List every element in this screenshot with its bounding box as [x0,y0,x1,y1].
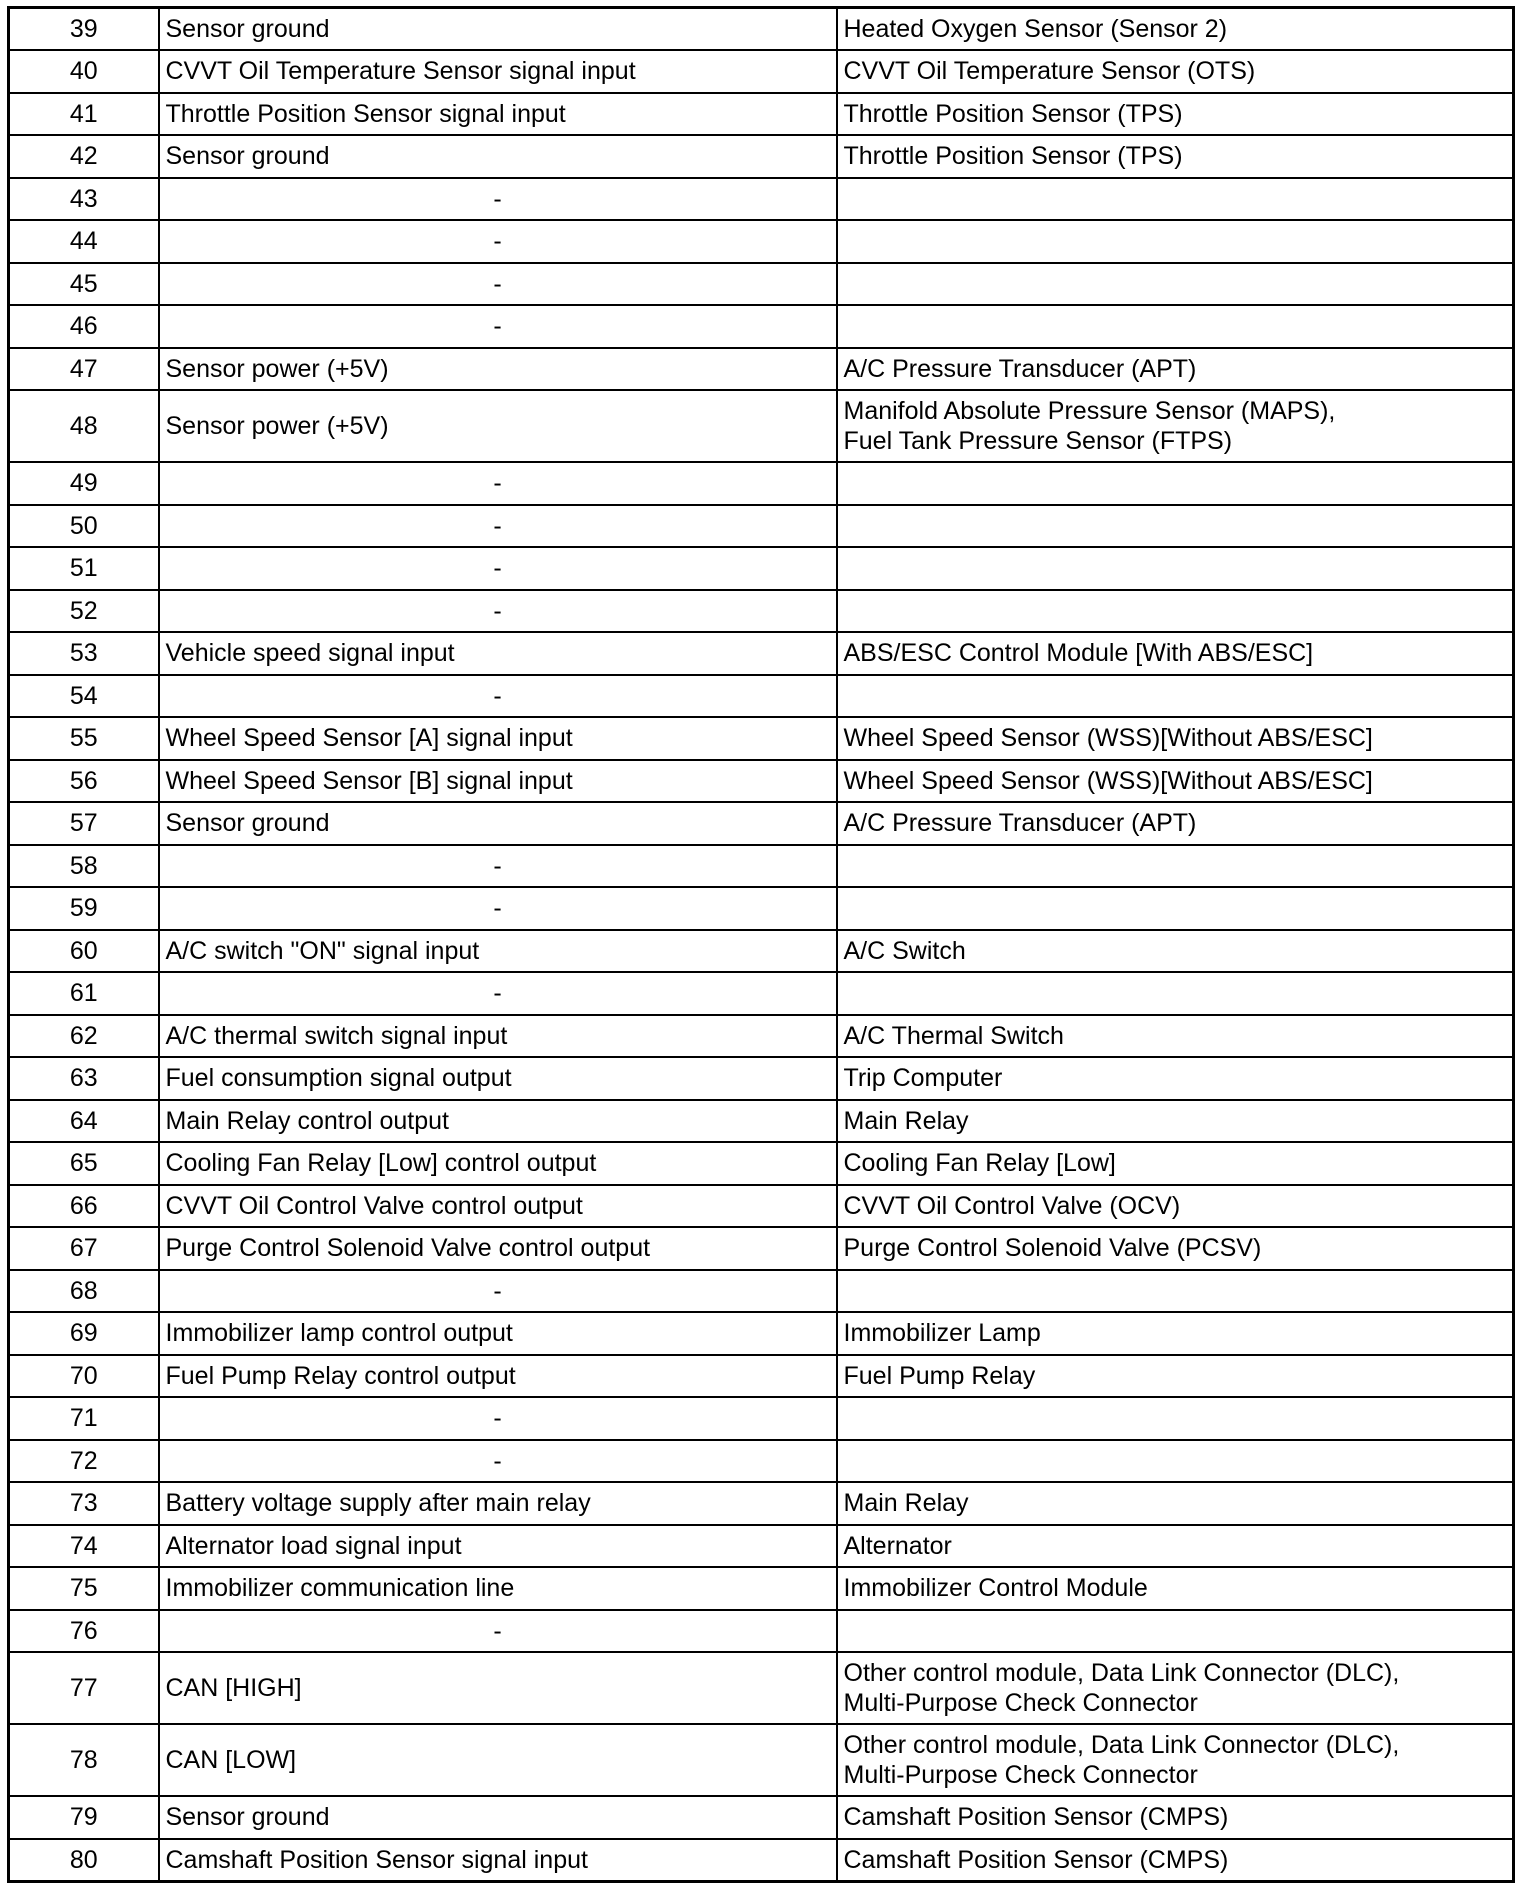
connected-to-cell [837,675,1514,718]
pin-number-cell: 43 [9,178,159,221]
pin-description-cell: - [159,220,837,263]
table-row [9,1312,1514,1355]
pin-number-cell: 39 [9,8,159,51]
pin-number-cell: 58 [9,845,159,888]
pin-number-cell: 73 [9,1482,159,1525]
pin-description-cell: Fuel Pump Relay control output [159,1355,837,1398]
connected-to-cell: Other control module, Data Link Connector (DLC), Multi-Purpose Check Connector [837,1652,1514,1724]
pin-number-cell: 70 [9,1355,159,1398]
table-row [9,972,1514,1015]
pin-number-cell: 55 [9,717,159,760]
connected-to-cell: CVVT Oil Temperature Sensor (OTS) [837,50,1514,93]
connected-to-cell [837,845,1514,888]
table-row [9,220,1514,263]
pin-number-cell: 42 [9,135,159,178]
table-row [9,8,1514,51]
pin-number-cell: 41 [9,93,159,136]
pin-description-cell: - [159,590,837,633]
table-row [9,1397,1514,1440]
pin-description-cell: - [159,1610,837,1653]
pin-number-cell: 67 [9,1227,159,1270]
table-row [9,462,1514,505]
connected-to-cell [837,305,1514,348]
pin-description-cell: Camshaft Position Sensor signal input [159,1839,837,1882]
connected-to-cell [837,547,1514,590]
connected-to-cell [837,462,1514,505]
connected-to-cell: Immobilizer Control Module [837,1567,1514,1610]
pin-description-cell: Wheel Speed Sensor [B] signal input [159,760,837,803]
connected-to-cell [837,505,1514,548]
table-row [9,887,1514,930]
pin-number-cell: 62 [9,1015,159,1058]
pin-number-cell: 76 [9,1610,159,1653]
connected-to-cell: Trip Computer [837,1057,1514,1100]
table-row [9,717,1514,760]
table-row [9,1796,1514,1839]
table-row [9,547,1514,590]
pin-number-cell: 65 [9,1142,159,1185]
connected-to-cell [837,178,1514,221]
table-row [9,632,1514,675]
table-row [9,348,1514,391]
table-row [9,760,1514,803]
pin-description-cell: Cooling Fan Relay [Low] control output [159,1142,837,1185]
table-row [9,1440,1514,1483]
connected-to-cell: Immobilizer Lamp [837,1312,1514,1355]
pin-description-cell: - [159,675,837,718]
table-row [9,1355,1514,1398]
connected-to-cell [837,972,1514,1015]
table-row [9,1567,1514,1610]
pin-number-cell: 63 [9,1057,159,1100]
connected-to-cell: A/C Pressure Transducer (APT) [837,348,1514,391]
pin-number-cell: 69 [9,1312,159,1355]
table-row [9,1185,1514,1228]
connected-to-cell: Wheel Speed Sensor (WSS)[Without ABS/ESC] [837,717,1514,760]
table-row [9,178,1514,221]
table-row [9,1270,1514,1313]
pin-number-cell: 47 [9,348,159,391]
table-row [9,1839,1514,1882]
pin-description-cell: CVVT Oil Temperature Sensor signal input [159,50,837,93]
pin-description-cell: Purge Control Solenoid Valve control output [159,1227,837,1270]
pin-number-cell: 56 [9,760,159,803]
pin-description-cell: A/C switch "ON" signal input [159,930,837,973]
pin-description-cell: - [159,505,837,548]
pin-number-cell: 79 [9,1796,159,1839]
connected-to-cell [837,1440,1514,1483]
pin-number-cell: 71 [9,1397,159,1440]
connected-to-cell [837,1270,1514,1313]
pin-description-cell: A/C thermal switch signal input [159,1015,837,1058]
table-row [9,135,1514,178]
pin-description-cell: CAN [HIGH] [159,1652,837,1724]
table-row [9,1015,1514,1058]
pin-number-cell: 74 [9,1525,159,1568]
pin-number-cell: 53 [9,632,159,675]
connected-to-cell: Fuel Pump Relay [837,1355,1514,1398]
pin-number-cell: 77 [9,1652,159,1724]
pin-number-cell: 78 [9,1724,159,1796]
pin-description-cell: Sensor ground [159,802,837,845]
table-row [9,390,1514,462]
pin-description-cell: Sensor power (+5V) [159,390,837,462]
connected-to-cell: Camshaft Position Sensor (CMPS) [837,1796,1514,1839]
connected-to-cell: A/C Pressure Transducer (APT) [837,802,1514,845]
connected-to-cell: Throttle Position Sensor (TPS) [837,135,1514,178]
pin-number-cell: 51 [9,547,159,590]
connected-to-cell: Main Relay [837,1100,1514,1143]
pin-description-cell: Fuel consumption signal output [159,1057,837,1100]
table-row [9,1724,1514,1796]
pin-number-cell: 68 [9,1270,159,1313]
pin-description-cell: - [159,1270,837,1313]
table-row [9,590,1514,633]
table-row [9,930,1514,973]
pin-description-cell: Immobilizer lamp control output [159,1312,837,1355]
pin-description-cell: - [159,263,837,306]
connected-to-cell: Alternator [837,1525,1514,1568]
table-row [9,263,1514,306]
pin-description-cell: CAN [LOW] [159,1724,837,1796]
pin-number-cell: 50 [9,505,159,548]
pin-description-cell: Sensor ground [159,135,837,178]
pin-description-cell: - [159,972,837,1015]
pin-description-cell: Sensor power (+5V) [159,348,837,391]
pin-number-cell: 60 [9,930,159,973]
table-row [9,1610,1514,1653]
connected-to-cell [837,220,1514,263]
pin-number-cell: 80 [9,1839,159,1882]
table-row [9,1482,1514,1525]
connected-to-cell: Main Relay [837,1482,1514,1525]
table-row [9,93,1514,136]
pin-number-cell: 61 [9,972,159,1015]
table-row [9,1652,1514,1724]
pin-number-cell: 66 [9,1185,159,1228]
connected-to-cell: Wheel Speed Sensor (WSS)[Without ABS/ESC] [837,760,1514,803]
pin-number-cell: 72 [9,1440,159,1483]
connected-to-cell: Manifold Absolute Pressure Sensor (MAPS), Fuel Tank Pressure Sensor (FTPS) [837,390,1514,462]
pin-description-cell: - [159,887,837,930]
table-row [9,845,1514,888]
table-row [9,1227,1514,1270]
pin-description-cell: - [159,1440,837,1483]
pin-number-cell: 54 [9,675,159,718]
pin-number-cell: 52 [9,590,159,633]
pin-description-cell: Main Relay control output [159,1100,837,1143]
connected-to-cell [837,887,1514,930]
connected-to-cell [837,590,1514,633]
pin-description-cell: Sensor ground [159,1796,837,1839]
pin-number-cell: 57 [9,802,159,845]
pin-description-cell: Battery voltage supply after main relay [159,1482,837,1525]
connected-to-cell: Purge Control Solenoid Valve (PCSV) [837,1227,1514,1270]
table-row [9,1525,1514,1568]
pin-description-cell: Immobilizer communication line [159,1567,837,1610]
table-row [9,1100,1514,1143]
connected-to-cell: CVVT Oil Control Valve (OCV) [837,1185,1514,1228]
pin-description-cell: - [159,1397,837,1440]
connected-to-cell [837,1610,1514,1653]
pin-description-cell: - [159,462,837,505]
connected-to-cell: Camshaft Position Sensor (CMPS) [837,1839,1514,1882]
pin-number-cell: 59 [9,887,159,930]
pin-table-body [9,8,1514,1882]
pin-description-cell: - [159,547,837,590]
table-row [9,1142,1514,1185]
connected-to-cell: Cooling Fan Relay [Low] [837,1142,1514,1185]
connected-to-cell: Other control module, Data Link Connector (DLC), Multi-Purpose Check Connector [837,1724,1514,1796]
table-row [9,675,1514,718]
table-row [9,505,1514,548]
pin-number-cell: 48 [9,390,159,462]
connected-to-cell [837,1397,1514,1440]
pin-description-cell: Alternator load signal input [159,1525,837,1568]
pin-number-cell: 46 [9,305,159,348]
pin-description-cell: - [159,178,837,221]
pin-description-table [7,6,1515,1883]
table-row [9,1057,1514,1100]
pin-description-cell: Throttle Position Sensor signal input [159,93,837,136]
table-row [9,50,1514,93]
pin-description-cell: Vehicle speed signal input [159,632,837,675]
connected-to-cell: Heated Oxygen Sensor (Sensor 2) [837,8,1514,51]
pin-description-cell: Sensor ground [159,8,837,51]
pin-number-cell: 44 [9,220,159,263]
pin-number-cell: 45 [9,263,159,306]
pin-description-cell: CVVT Oil Control Valve control output [159,1185,837,1228]
pin-description-cell: Wheel Speed Sensor [A] signal input [159,717,837,760]
table-row [9,802,1514,845]
table-row [9,305,1514,348]
pin-number-cell: 64 [9,1100,159,1143]
connected-to-cell [837,263,1514,306]
connected-to-cell: ABS/ESC Control Module [With ABS/ESC] [837,632,1514,675]
pin-description-cell: - [159,845,837,888]
pin-number-cell: 75 [9,1567,159,1610]
connected-to-cell: A/C Switch [837,930,1514,973]
connected-to-cell: Throttle Position Sensor (TPS) [837,93,1514,136]
pin-number-cell: 49 [9,462,159,505]
pin-number-cell: 40 [9,50,159,93]
connected-to-cell: A/C Thermal Switch [837,1015,1514,1058]
pin-description-cell: - [159,305,837,348]
